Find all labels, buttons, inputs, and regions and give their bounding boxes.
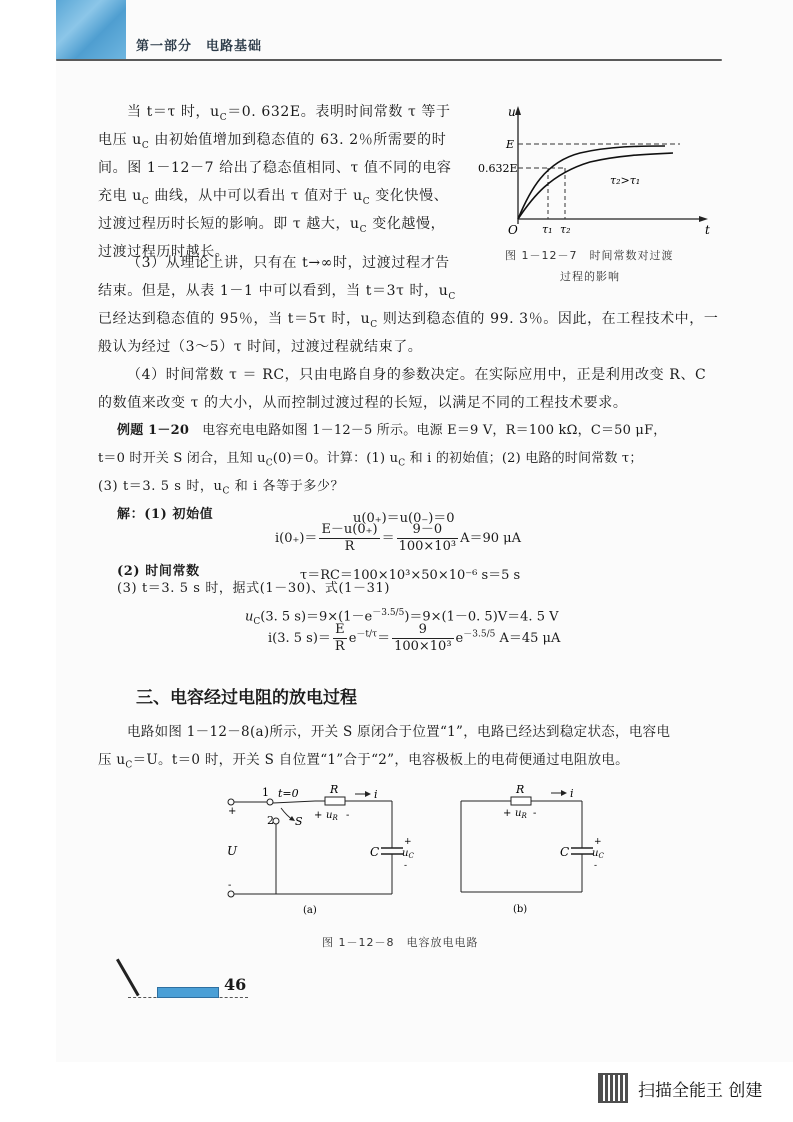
text-line: 当 t＝τ 时，$u_C=0$. 632E。表明时间常数 τ 等于 [127, 104, 451, 123]
node-1-label: 1 [262, 786, 269, 799]
current-label: i [570, 787, 574, 800]
circuit-diagram-a [215, 780, 415, 920]
x-axis-label: t [705, 223, 710, 237]
solution-step-1: 解：(1) 初始值 [117, 507, 214, 522]
node-1 [267, 799, 273, 805]
voltage-U-label: U [227, 844, 238, 858]
example-line: (3) t＝3. 5 s 时，$u_C$ 和 i 各等于多少？ [98, 479, 345, 497]
equation: $u_C(3$. 5 $s)=9\times(1-e^{-3.5/5})=9\times(1-0$. 5)V＝4. 5 V [245, 608, 559, 627]
page-number: 46 [224, 975, 247, 994]
switch-blade [273, 801, 315, 803]
text-line: 过渡过程历时长短的影响。即 τ 越大，$u_C$ 变化越慢， [98, 216, 446, 235]
resistor-label: R [516, 783, 525, 796]
curve-tau1 [518, 146, 665, 219]
current-arrow [365, 791, 371, 797]
level-E-label: E [506, 138, 515, 151]
current-label: i [374, 788, 378, 801]
uR-minus: - [533, 808, 537, 819]
equation: τ＝RC＝100×10³×50×10⁻⁶ s＝5 s [300, 568, 521, 583]
text-line: 充电 $u_C$ 曲线，从中可以看出 τ 值对于 $u_C$ 变化快慢、 [98, 188, 449, 207]
solution-step-2: (2) 时间常数 [117, 564, 200, 579]
text-line: 压 $u_C=U$。t＝0 时，开关 S 自位置“1”合于“2”，电容极板上的电荷便通过电阻放电。 [98, 752, 629, 771]
subfigure-b-label: (b) [513, 904, 528, 915]
t0-label: t=0 [278, 787, 299, 800]
text-line: 过渡过程历时越长。 [98, 244, 230, 260]
watermark-text: 扫描全能王 创建 [638, 1080, 763, 1101]
curve-tau2 [518, 153, 673, 219]
scanner-watermark [598, 1073, 762, 1103]
figure-caption: 图 1－12－7 时间常数对过渡 [505, 249, 674, 262]
resistor [511, 797, 531, 805]
tau1-label: τ₁ [542, 223, 553, 236]
equation: i(3. 5 s)＝ $\frac{E}{R}$ $e^{-t/\tau}=$ $\frac{9}{\text{100×10³}}$ $e^{-3.5/5}$ A＝45 μA [268, 622, 561, 654]
circuit-diagram-b [445, 780, 605, 920]
origin-label: O [508, 223, 518, 237]
example-line: 例题 1－20 电容充电电路如图 1－12－5 所示。电源 E＝9 V，R＝100 kΩ，C＝50 μF， [117, 423, 667, 438]
text-line: 电路如图 1－12－8(a)所示，开关 S 原闭合于位置“1”，电路已经达到稳定状态，电容电 [127, 724, 671, 740]
example-line: t＝0 时开关 S 闭合，且知 $u_C(0)=0$。计算：(1) $u_C$ 和 i 的初始值；(2) 电路的时间常数 τ； [98, 451, 643, 469]
figure-caption: 图 1－12－8 电容放电电路 [322, 936, 479, 949]
text-line: 般认为经过（3～5）τ 时间，过渡过程就结束了。 [98, 339, 423, 355]
uR-label: $u_R$ [326, 810, 338, 822]
header-rule [56, 59, 722, 61]
equation: u(0₊)＝u(0₋)＝0 [353, 511, 455, 526]
terminal-minus [228, 891, 234, 897]
text-line: 已经达到稳态值的 95％，当 t＝5τ 时，$u_C$ 则达到稳态值的 99. 3％。因此，在工程技术中，一 [98, 311, 719, 330]
text-line: （3）从理论上讲，只有在 t→∞时，过渡过程才告 [127, 255, 450, 271]
source-minus: - [228, 880, 232, 891]
resistor [325, 797, 345, 805]
terminal-plus [228, 799, 234, 805]
text-line: 电压 $u_C$ 由初始值增加到稳态值的 63. 2％所需要的时 [98, 132, 447, 151]
capacitor-label: C [370, 845, 380, 859]
uC-minus: - [404, 861, 408, 871]
uR-label: $u_R$ [515, 808, 527, 820]
uR-plus: + [314, 810, 323, 821]
header-decoration [56, 0, 126, 60]
tau2-label: τ₂ [560, 223, 571, 236]
node-2-label: 2 [267, 814, 274, 827]
uC-label: $u_C$ [592, 848, 604, 860]
uC-minus: - [594, 861, 598, 871]
text-line: （4）时间常数 τ ＝ RC，只由电路自身的参数决定。在实际应用中，正是利用改变 R、C [127, 367, 707, 383]
text-line: 结束。但是，从表 1－1 中可以看到，当 t＝3τ 时，$u_C$ [98, 283, 456, 302]
current-arrow [561, 790, 567, 796]
y-axis-arrow [515, 106, 521, 115]
uC-plus: + [594, 837, 602, 847]
capacitor-label: C [560, 845, 570, 859]
text-line: 的数值来改变 τ 的大小，从而控制过渡过程的长短，以满足不同的工程技术要求。 [98, 395, 628, 411]
y-axis-label: u [508, 105, 516, 119]
relation-label: τ₂>τ₁ [610, 174, 641, 187]
uR-plus: + [503, 808, 512, 819]
uR-minus: - [346, 810, 350, 821]
uC-label: $u_C$ [402, 848, 414, 860]
resistor-label: R [330, 783, 339, 796]
equation: i(0₊)＝ $\frac{E-u(0_+)}{R}$ ＝ $\frac{9-0}{\text{100×10³}}$ A＝90 μA [275, 522, 521, 554]
section-heading: 三、电容经过电阻的放电过程 [136, 688, 357, 708]
switch-label: S [295, 815, 303, 828]
source-plus: + [228, 806, 237, 817]
figure-time-constant-plot [470, 100, 720, 240]
solution-step-3: (3) t＝3. 5 s 时，据式(1－30)、式(1－31) [117, 581, 391, 596]
text-line: 间。图 1－12－7 给出了稳态值相同、τ 值不同的电容 [98, 160, 452, 176]
x-axis-arrow [699, 216, 708, 222]
uC-plus: + [404, 837, 412, 847]
figure-caption: 过程的影响 [560, 270, 620, 283]
qr-code-icon [598, 1073, 628, 1103]
running-header: 第一部分 电路基础 [136, 39, 263, 54]
subfigure-a-label: (a) [303, 905, 317, 916]
level-632-label: 0.632E [478, 162, 518, 175]
footer-bar [157, 987, 219, 998]
